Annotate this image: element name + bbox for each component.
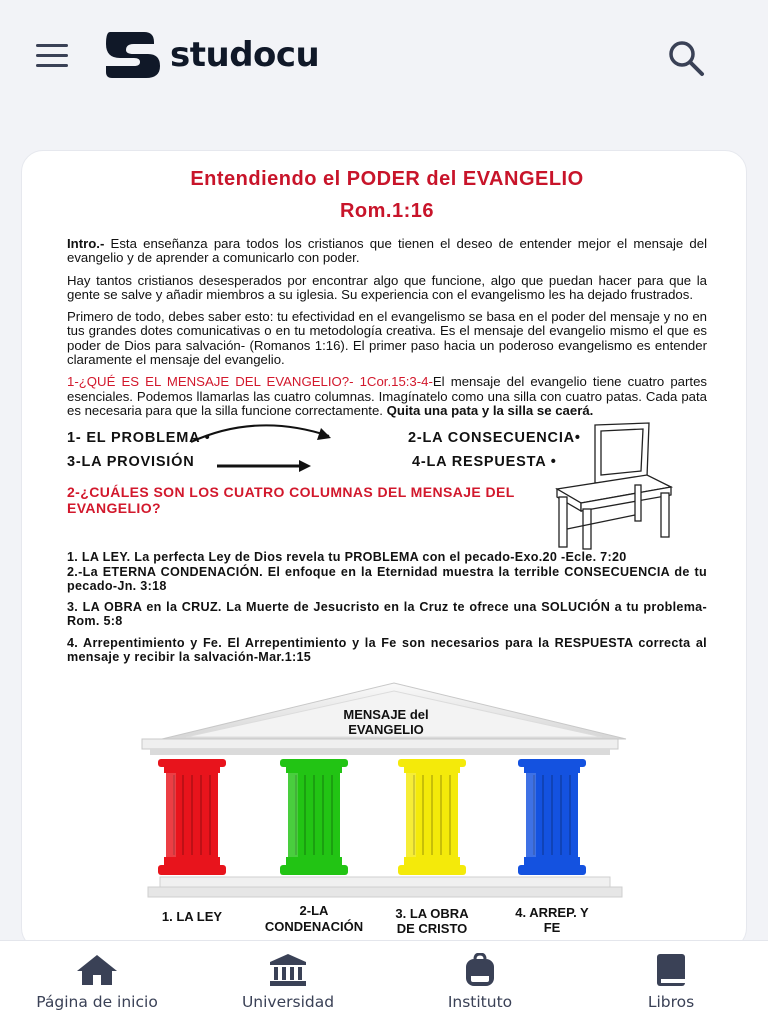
- column-item-3: 3-LA PROVISIÓN: [67, 454, 195, 471]
- list-item-2: 2.-La ETERNA CONDENACIÓN. El enfoque en la Eternidad muestra la terrible CONSECUENCIA de tu pecado-Jn. 3:18: [67, 564, 707, 593]
- nav-item-university[interactable]: [203, 953, 373, 1011]
- nav-label-books: Libros: [647, 993, 695, 1011]
- column-item-2: 2-LA CONSECUENCIA•: [408, 430, 581, 447]
- top-bar: [0, 0, 768, 110]
- nav-label-home: Página de inicio: [36, 993, 158, 1011]
- pillar-label-4b: FE: [543, 920, 561, 935]
- studocu-logo-icon: [104, 30, 162, 80]
- bottom-navigation: [0, 940, 768, 1024]
- temple-pillar-2: [280, 759, 348, 875]
- temple-base: [148, 877, 622, 897]
- temple-pillar-1: [158, 759, 226, 875]
- nav-label-institute: Instituto: [447, 993, 513, 1011]
- nav-item-institute[interactable]: [395, 953, 565, 1011]
- paragraph-3: Primero de todo, debes saber esto: tu efectividad en el evangelismo se basa en el poder del mensaje y no en tus grandes dotes comunicativas o en tu metodología creativa. Es el mensaje del evangelio mismo el que es poder de Dios para salvación- (Romanos 1:16). El primer paso hacia un poderoso evangelismo es entender claramente el mensaje del evangelio.: [67, 309, 707, 368]
- paragraph-2: Hay tantos cristianos desesperados por encontrar algo que funcione, algo que puedan hacer para que la gente se salve y añadir miembros a su iglesia. Su experiencia con el evangelismo les ha dejado frustrados.: [67, 272, 707, 302]
- pillar-label-2b: CONDENACIÓN: [264, 919, 364, 934]
- question-1-emphasis: Quita una pata y la silla se caerá.: [386, 402, 594, 418]
- question-1-paragraph: [67, 375, 707, 418]
- document-page-card: [21, 150, 747, 950]
- chair-illustration: [543, 421, 679, 551]
- temple-roof-label-1: MENSAJE del: [343, 707, 429, 722]
- university-icon: [266, 953, 310, 987]
- temple-pillar-4: [518, 759, 586, 875]
- book-icon: [649, 953, 693, 987]
- pillar-label-2a: 2-LA: [299, 903, 329, 918]
- column-item-4: 4-LA RESPUESTA •: [412, 454, 557, 471]
- intro-label: Intro.-: [67, 236, 105, 251]
- question-1-text: El mensaje del evangelio tiene cuatro partes esenciales. Podemos llamarlas las cuatro columnas. Imagínatelo como una silla con cuatro patas. Cada pata es necesaria para que la silla funcione correctamente.: [67, 374, 707, 418]
- question-2-heading: 2-¿CUÁLES SON LOS CUATRO COLUMNAS DEL MENSAJE DEL EVANGELIO?: [67, 484, 515, 517]
- nav-item-books[interactable]: [586, 953, 756, 1011]
- pillar-label-1: 1. LA LEY: [161, 909, 223, 924]
- temple-pillar-3: [398, 759, 466, 875]
- column-item-1: 1- EL PROBLEMA •: [67, 430, 211, 447]
- straight-arrow-icon: [217, 460, 313, 472]
- intro-text: Esta enseñanza para todos los cristianos que tienen el deseo de entender mejor el mensaje del evangelio y de aprender a comunicarlo con poder.: [67, 236, 707, 266]
- temple-illustration: [134, 677, 654, 947]
- list-item-4: 4. Arrepentimiento y Fe. El Arrepentimiento y la Fe son necesarios para la RESPUESTA correcta al mensaje y recibir la salvación-Mar.1:15: [67, 635, 707, 665]
- hamburger-menu-icon[interactable]: [36, 44, 70, 70]
- home-icon: [75, 953, 119, 987]
- document-subtitle: Rom.1:16: [339, 200, 435, 222]
- backpack-icon: [458, 953, 502, 987]
- intro-paragraph: [67, 237, 707, 266]
- list-item-1: 1. LA LEY. La perfecta Ley de Dios revela tu PROBLEMA con el pecado-Exo.20 -Ecle. 7:20: [67, 550, 627, 565]
- nav-item-home[interactable]: [12, 953, 182, 1011]
- nav-label-university: Universidad: [241, 993, 335, 1011]
- document-content: [67, 163, 707, 664]
- brand-name: studocu: [170, 35, 320, 75]
- list-item-3: 3. LA OBRA en la CRUZ. La Muerte de Jesucristo en la Cruz te ofrece una SOLUCIÓN a tu problema-Rom. 5:8: [67, 600, 707, 629]
- pillar-label-3a: 3. LA OBRA: [395, 906, 469, 921]
- pillar-label-3b: DE CRISTO: [396, 921, 468, 936]
- document-title: Entendiendo el PODER del EVANGELIO: [190, 168, 584, 190]
- studocu-logo[interactable]: [104, 30, 319, 80]
- search-icon[interactable]: [666, 38, 706, 78]
- temple-roof-label-2: EVANGELIO: [348, 722, 424, 737]
- question-1-heading: 1-¿QUÉ ES EL MENSAJE DEL EVANGELIO?- 1Cor.15:3-4-: [67, 374, 433, 390]
- pillar-label-4a: 4. ARREP. Y: [515, 905, 589, 920]
